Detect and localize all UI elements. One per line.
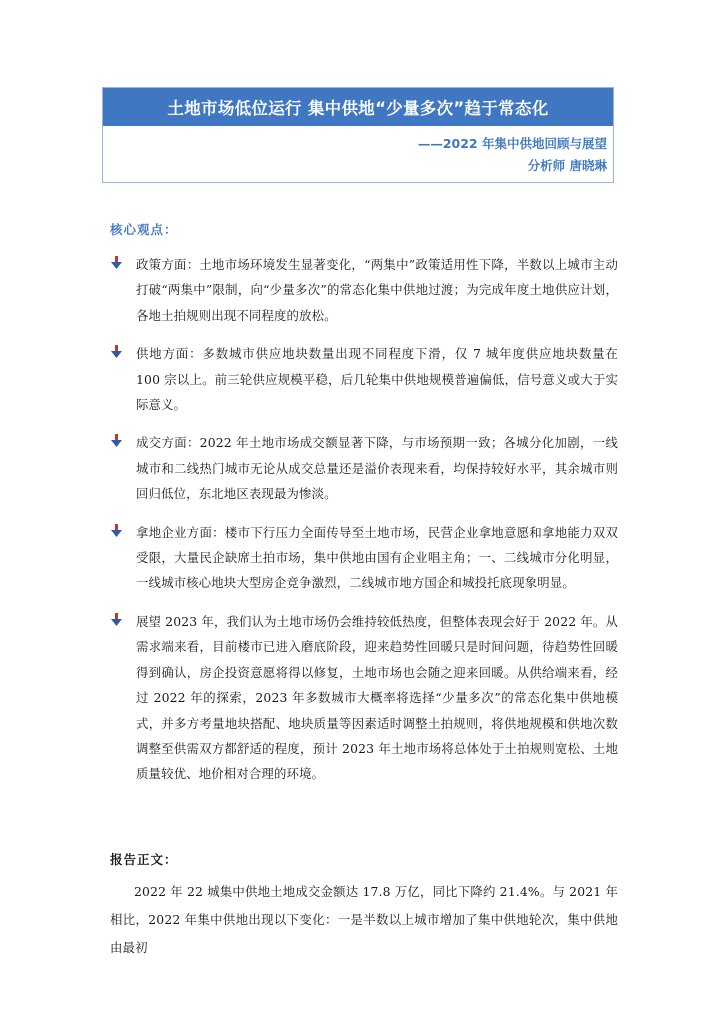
bullet-text: 展望 2023 年，我们认为土地市场仍会维持较低热度，但整体表现会好于 2022 年。从需求端来看，目前楼市已进入磨底阶段，迎来趋势性回暖只是时间问题，待趋势性回暖得到确认，房企投资意愿将得以修复，土地市场也会随之迎来回暖。从供给端来看，经过 2022 年的探索，2023 年多数城市大概率将选择“少量多次”的常态化集中供地模式，并多方考量地块搭配、地块质量等因素适时调整土拍规则，将供地规模和供地次数调整至供需双方都舒适的程度，预计 2023 年土地市场将总体处于土拍规则宽松、土地质量较优、地价相对合理的环境。 [136, 613, 618, 782]
arrow-bullet-icon [110, 434, 124, 448]
list-item [110, 520, 618, 596]
bullet-text: 拿地企业方面：楼市下行压力全面传导至土地市场，民营企业拿地意愿和拿地能力双双受限，大量民企缺席土拍市场，集中供地由国有企业唱主角；一、二线城市分化明显，一线城市核心地块大型房企竞争激烈，二线城市地方国企和城投托底现象明显。 [136, 524, 618, 591]
title-band [103, 88, 613, 126]
report-body-heading: 报告正文： [110, 852, 178, 867]
header-subtitle-block [418, 133, 607, 177]
bullet-text: 成交方面：2022 年土地市场成交额显著下降，与市场预期一致；各城分化加剧，一线城市和二线热门城市无论从成交总量还是溢价表现来看，均保持较好水平，其余城市则回归低位，东北地区表现最为惨淡。 [136, 435, 618, 502]
list-item [110, 430, 618, 506]
arrow-bullet-icon [110, 613, 124, 627]
report-title: 土地市场低位运行 集中供地“少量多次”趋于常态化 [167, 99, 549, 118]
bullet-text: 供地方面：多数城市供应地块数量出现不同程度下滑，仅 7 城年度供应地块数量在 100 宗以上。前三轮供应规模平稳，后几轮集中供地规模普遍偏低，信号意义或大于实际意义。 [136, 346, 618, 413]
list-item [110, 609, 618, 787]
header-box [102, 87, 614, 183]
core-views-heading: 核心观点： [110, 222, 178, 237]
analyst-name: 分析师 唐晓琳 [527, 158, 607, 173]
bullet-text: 政策方面：土地市场环境发生显著变化，“两集中”政策适用性下降，半数以上城市主动打破“两集中”限制，向“少量多次”的常态化集中供地过渡；为完成年度土地供应计划，各地土拍规则出现不同程度的放松。 [136, 257, 618, 323]
report-subtitle: ——2022 年集中供地回顾与展望 [417, 136, 607, 151]
list-item [110, 341, 618, 417]
arrow-bullet-icon [110, 256, 124, 270]
core-views-list [110, 252, 618, 800]
report-body-paragraph: 2022 年 22 城集中供地土地成交金额达 17.8 万亿，同比下降约 21.4%。与 2021 年相比，2022 年集中供地出现以下变化：一是半数以上城市增加了集中供地轮次，集中供地由最初 [110, 884, 618, 955]
list-item [110, 252, 618, 328]
arrow-bullet-icon [110, 345, 124, 359]
arrow-bullet-icon [110, 524, 124, 538]
